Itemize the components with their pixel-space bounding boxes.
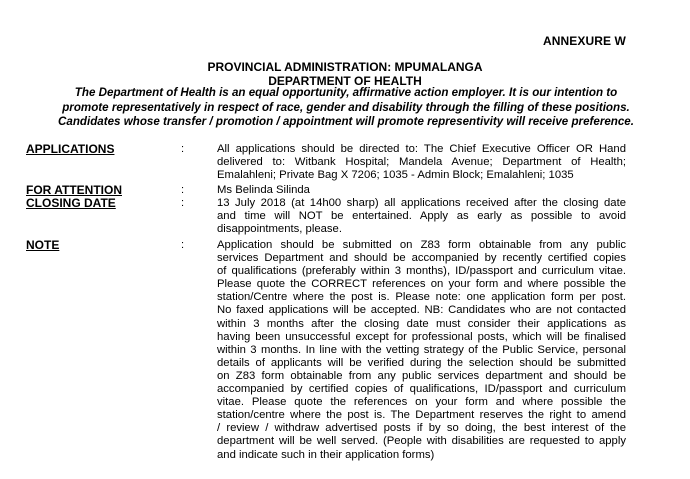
closing-date-label: CLOSING DATE — [26, 196, 116, 210]
text-line: All applications should be directed to: The Chief Executive Officer OR Hand — [217, 143, 626, 155]
department-heading: DEPARTMENT OF HEALTH — [268, 74, 422, 88]
text-line: and time will NOT be entertained. Apply as early as possible to avoid — [217, 210, 626, 223]
colon: : — [181, 143, 185, 155]
text-line: 13 July 2018 (at 14h00 sharp) all applications received after the closing date — [217, 197, 626, 209]
text-line: within 3 months. In line with the vetting strategy of the Public Service, personal — [217, 343, 626, 356]
text-line: delivered to: Witbank Hospital; Mandela Avenue; Department of Health; — [217, 156, 626, 169]
text-line: Ms Belinda Silinda — [217, 184, 310, 196]
intro-line: Candidates whose transfer / promotion / appointment will promote representivity will receive preference. — [58, 115, 634, 129]
text-line: Please quote the CORRECT references on your form and where possible the — [217, 278, 626, 291]
note-label: NOTE — [26, 238, 60, 252]
text-line: Application should be submitted on Z83 form obtainable from any public — [217, 239, 626, 251]
colon: : — [181, 197, 185, 209]
closing-date-text — [217, 197, 626, 236]
text-line: vitae. Please quote the references on your form and where possible the — [217, 396, 626, 409]
text-line: details of applicants will be verified during the selection should be submitted — [217, 356, 626, 369]
text-line: station/Centre where the post is. Please note: one application form per post. — [217, 291, 626, 304]
colon: : — [181, 239, 185, 251]
colon: : — [181, 184, 185, 196]
text-line: No faxed applications will be accepted. NB: Candidates who are not contacted — [217, 304, 626, 317]
text-line: Emalahleni; Private Bag X 7206; 1035 - Admin Block; Emalahleni; 1035 — [217, 169, 574, 182]
intro-line: promote representatively in respect of race, gender and disability through the filling of these positions. — [62, 100, 630, 114]
applications-text — [217, 143, 626, 182]
annexure-label: ANNEXURE W — [542, 34, 626, 48]
text-line: accompanied by certified copies of qualifications, ID/passport and curriculum — [217, 383, 626, 396]
text-line: station/centre where the post is. The Department reserves the right to amend — [217, 409, 626, 422]
attention-text — [217, 184, 626, 197]
text-line: services Department and should be accompanied by recently certified copies — [217, 252, 626, 265]
note-text — [217, 239, 626, 462]
equal-opportunity-statement — [24, 86, 668, 130]
text-line: / review / withdraw advertised posts if by so doing, the best interest of the — [217, 422, 626, 435]
text-line: on Z83 form obtainable from any public services department and should be — [217, 369, 626, 382]
intro-line: The Department of Health is an equal opportunity, affirmative action employer. It is our intention to — [74, 86, 618, 99]
text-line: and indicate such in their application forms) — [217, 448, 435, 461]
administration-heading: PROVINCIAL ADMINISTRATION: MPUMALANGA — [207, 60, 483, 74]
text-line: disappointments, please. — [217, 223, 342, 236]
attention-label: FOR ATTENTION — [26, 183, 122, 197]
text-line: having been unsuccessful except for professional posts, which will be finalised — [217, 330, 626, 343]
applications-label: APPLICATIONS — [26, 142, 115, 156]
text-line: within 3 months after the closing date must consider their applications as — [217, 317, 626, 330]
text-line: department will be well served. (People with disabilities are requested to apply — [217, 435, 626, 448]
text-line: of qualifications (preferably within 3 months), ID/passport and curriculum vitae. — [217, 265, 626, 278]
